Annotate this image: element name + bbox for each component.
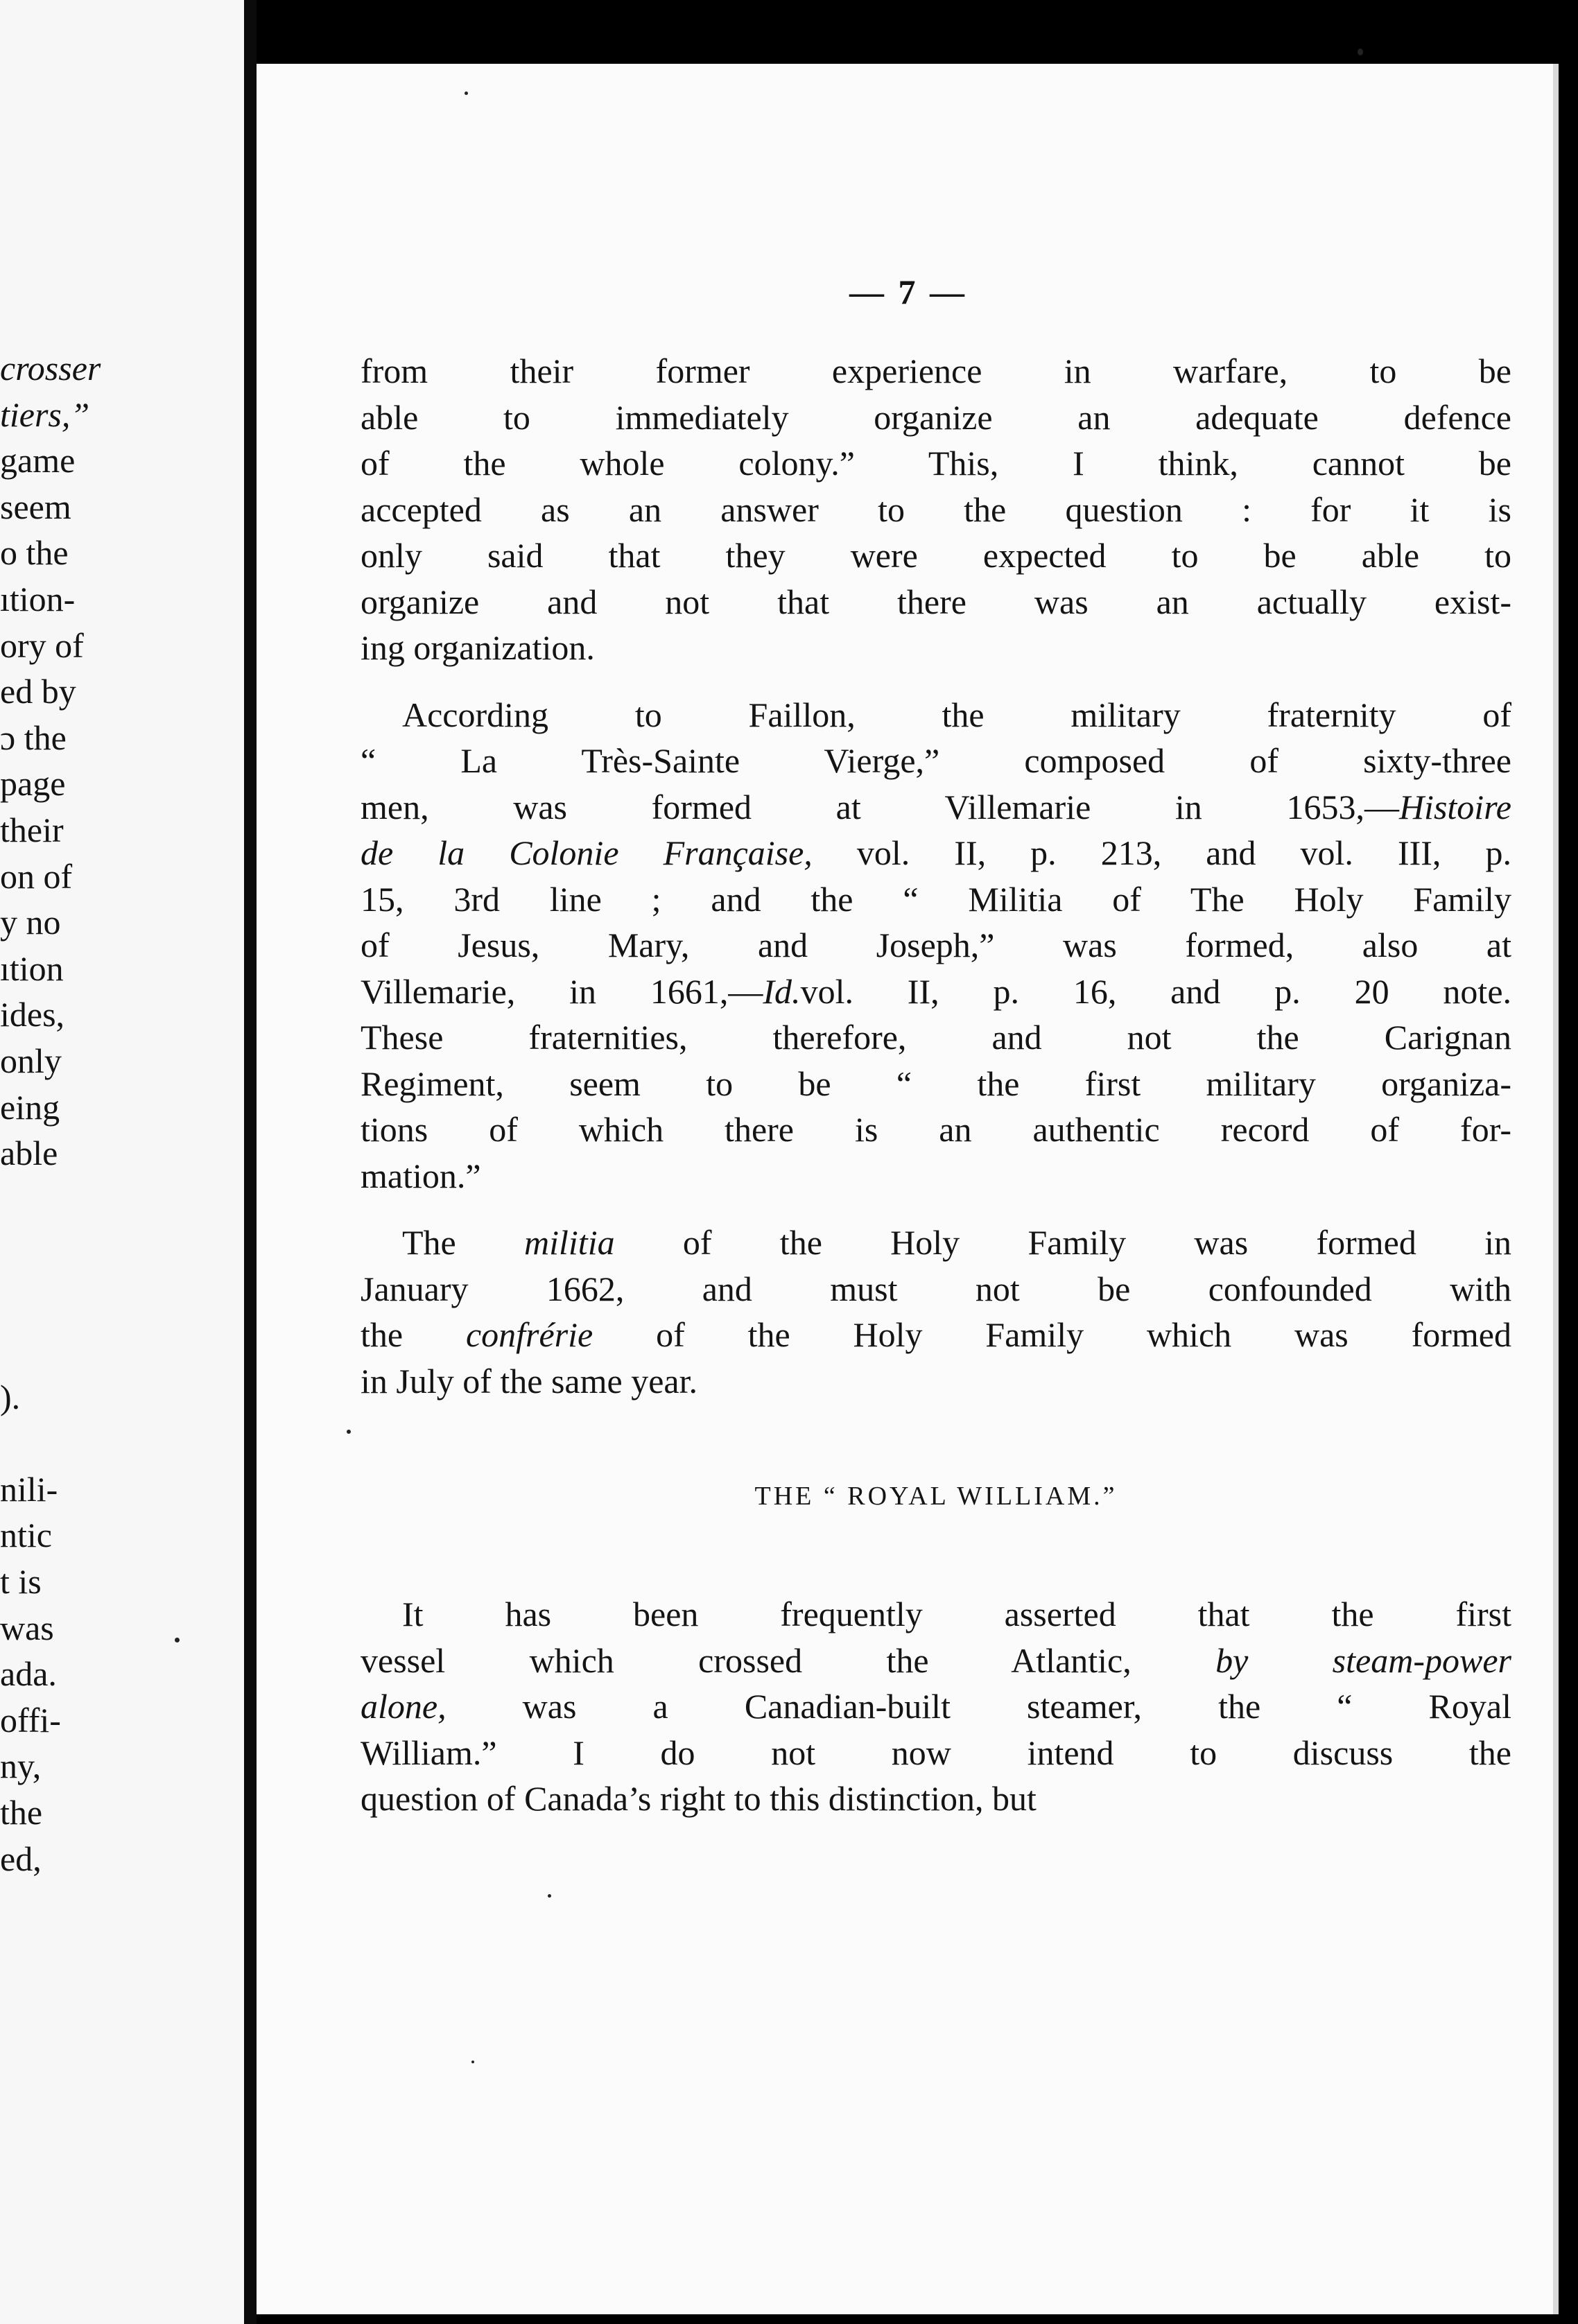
facing-page-line: ıtion (0, 948, 64, 988)
text-line (361, 487, 1511, 533)
text-run: men, was formed at Villemarie in 1653,— (361, 787, 1399, 826)
scan-speck (548, 1894, 551, 1898)
text-run: accepted as an answer to the question : for it is (361, 489, 1511, 529)
scan-speck (471, 2061, 474, 2063)
facing-page-text (0, 345, 244, 1882)
text-line (361, 1107, 1511, 1153)
facing-page-line: y no (0, 903, 61, 942)
text-line (361, 830, 1511, 876)
text-line (361, 1683, 1511, 1730)
facing-page-line: ada. (0, 1654, 57, 1694)
text-run: was a Canadian-built steamer, the “ Royal (446, 1687, 1511, 1726)
italic-text-run: de la Colonie Française, (361, 833, 813, 872)
text-run: The (402, 1223, 525, 1262)
text-run: “ La Très-Sainte Vierge,” composed of sixty-three (361, 741, 1511, 780)
italic-text-run: alone, (361, 1687, 446, 1726)
text-run: tions of which there is an authentic record of for- (361, 1110, 1511, 1149)
text-run: of the Holy Family which was formed (593, 1315, 1511, 1354)
text-line (361, 394, 1511, 441)
facing-page-line: was (0, 1608, 54, 1647)
scan-speck (1358, 49, 1363, 55)
facing-page-line: crosser (0, 349, 101, 388)
body-paragraphs (361, 348, 1511, 1404)
text-run: William.” I do not now intend to discuss the (361, 1733, 1511, 1772)
facing-page-line: the (0, 1793, 43, 1832)
text-run: vessel which crossed the Atlantic, (361, 1640, 1216, 1680)
facing-page-line: game (0, 441, 76, 480)
text-run: able to immediately organize an adequate defence (361, 397, 1511, 437)
text-line (361, 1266, 1511, 1312)
facing-page-line: ory of (0, 625, 84, 665)
text-line (361, 1638, 1511, 1684)
text-line (361, 1312, 1511, 1358)
book-page (257, 64, 1559, 2314)
facing-page-line: ides, (0, 995, 65, 1034)
italic-text-run: confrérie (465, 1315, 593, 1354)
text-run: only said that they were expected to be able to (361, 536, 1511, 575)
text-run: January 1662, and must not be confounded with (361, 1269, 1511, 1308)
text-line (361, 969, 1511, 1015)
text-line (361, 1153, 1511, 1199)
section-paragraphs (361, 1591, 1511, 1822)
text-run: the (361, 1315, 466, 1354)
text-line (361, 440, 1511, 487)
text-run: mation.” (361, 1156, 481, 1195)
facing-page-line: able (0, 1134, 58, 1173)
text-line (361, 738, 1511, 784)
facing-page-line: ed by (0, 672, 76, 711)
text-run: ing organization. (361, 628, 595, 667)
facing-page-line: ). (0, 1377, 21, 1416)
text-line (361, 922, 1511, 969)
facing-page-line: only (0, 1041, 62, 1080)
text-run: Villemarie, in 1661,— (361, 971, 763, 1011)
facing-page-line: their (0, 810, 64, 849)
text-line (361, 348, 1511, 394)
scan-speck (175, 1638, 180, 1642)
paragraph (361, 348, 1511, 671)
text-line (361, 1591, 1511, 1638)
text-line (361, 1220, 1511, 1266)
text-line (361, 625, 1511, 671)
facing-page-gap (0, 1177, 244, 1374)
text-line (361, 1776, 1511, 1822)
text-line (361, 579, 1511, 625)
facing-page-line: ıtion- (0, 579, 76, 618)
text-run: According to Faillon, the military fraternity of (402, 695, 1511, 734)
text-run: organize and not that there was an actually exist- (361, 582, 1511, 621)
scan-speck (465, 92, 468, 95)
text-run: in July of the same year. (361, 1361, 697, 1401)
paragraph (361, 1591, 1511, 1822)
italic-text-run: Histoire (1398, 787, 1511, 826)
italic-text-run: Id. (763, 971, 801, 1011)
text-run: question of Canada’s right to this distinction, but (361, 1779, 1037, 1818)
facing-page-line: on of (0, 856, 73, 896)
scan-speck (347, 1430, 351, 1434)
text-line (361, 532, 1511, 579)
text-run: from their former experience in warfare, to be (361, 352, 1511, 390)
facing-page-fragment (0, 0, 244, 2324)
facing-page-line: ɔ the (0, 718, 67, 757)
text-line (361, 784, 1511, 831)
facing-page-line: eing (0, 1087, 60, 1127)
facing-page-line: page (0, 764, 66, 804)
paragraph (361, 692, 1511, 1199)
paragraph (361, 1220, 1511, 1404)
text-line (361, 692, 1511, 738)
page-edge (1553, 64, 1559, 2314)
italic-text-run: by steam-power (1215, 1640, 1511, 1680)
facing-page-line: offi- (0, 1700, 61, 1740)
text-run: vol. II, p. 16, and p. 20 note. (800, 971, 1511, 1011)
text-run: It has been frequently asserted that the first (402, 1595, 1511, 1633)
text-line (361, 876, 1511, 923)
text-line (361, 1061, 1511, 1107)
facing-page-line: nili- (0, 1469, 58, 1509)
facing-page-line (0, 1420, 244, 1466)
facing-page-line: ed, (0, 1839, 42, 1878)
facing-page-line: tiers,” (0, 394, 90, 434)
text-line (361, 1358, 1511, 1405)
book-gutter (244, 0, 257, 2324)
facing-page-line: o the (0, 533, 69, 573)
text-run: of Jesus, Mary, and Joseph,” was formed, also at (361, 926, 1511, 964)
text-line (361, 1014, 1511, 1061)
facing-page-line: ny, (0, 1746, 42, 1786)
text-run: of the Holy Family was formed in (614, 1223, 1511, 1262)
section-heading: THE “ ROYAL WILLIAM.” (754, 1482, 1118, 1511)
text-run: of the whole colony.” This, I think, cannot be (361, 444, 1511, 483)
facing-page-line: ntic (0, 1516, 52, 1555)
text-run: vol. II, p. 213, and vol. III, p. (812, 833, 1511, 872)
facing-page-line: t is (0, 1562, 42, 1602)
page-number: — 7 — (849, 272, 967, 311)
facing-page-line: seem (0, 487, 71, 526)
text-run: Regiment, seem to be “ the first military organiza- (361, 1064, 1511, 1103)
text-run: 15, 3rd line ; and the “ Militia of The Holy Family (361, 879, 1511, 919)
text-run: These fraternities, therefore, and not the Carignan (361, 1018, 1511, 1057)
italic-text-run: militia (524, 1223, 615, 1262)
page-body (361, 348, 1511, 1843)
text-line (361, 1730, 1511, 1776)
